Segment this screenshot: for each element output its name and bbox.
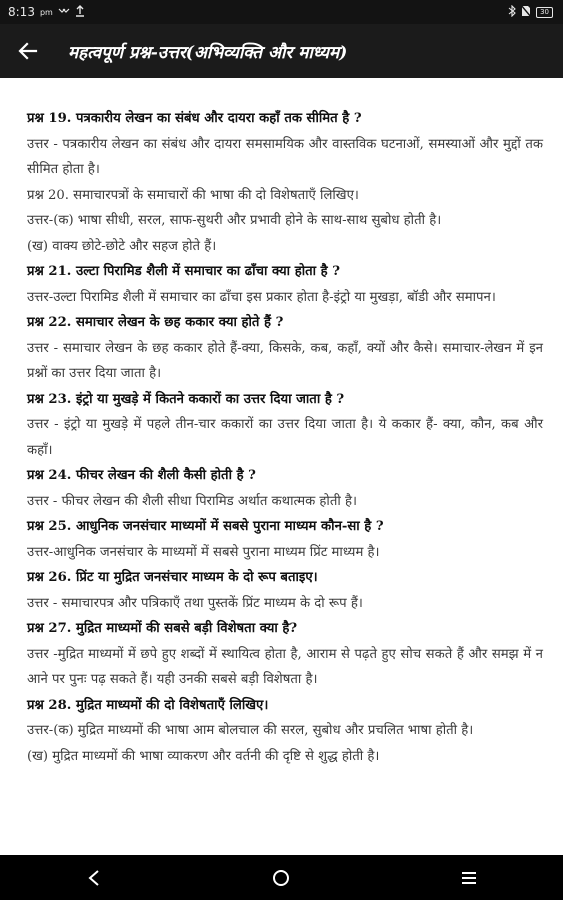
answer-text: उत्तर-(क) मुद्रित माध्यमों की भाषा आम बोलचाल की सरल, सुबोध और प्रचलित भाषा होती है। <box>27 723 474 738</box>
notification-icon <box>58 5 70 19</box>
status-left <box>8 5 85 20</box>
status-bar <box>0 0 563 24</box>
answer-text: उत्तर-(क) भाषा सीधी, सरल, साफ-सुथरी और प्रभावी होने के साथ-साथ सुबोध होती है। <box>27 213 442 228</box>
no-sim-icon <box>521 5 531 20</box>
nav-recents-button[interactable] <box>439 855 499 900</box>
question-text: प्रश्न 19. पत्रकारीय लेखन का संबंध और दायरा कहाँ तक सीमित है ? <box>27 111 362 126</box>
answer-text: (ख) वाक्य छोटे-छोटे और सहज होते हैं। <box>27 238 217 254</box>
answer-text: उत्तर-आधुनिक जनसंचार के माध्यमों में सबसे पुराना माध्यम प्रिंट माध्यम है। <box>27 544 380 560</box>
content-area[interactable] <box>0 78 563 855</box>
answer-text: उत्तर - फीचर लेखन की शैली सीधा पिरामिड अर्थात कथात्मक होती है। <box>27 493 357 509</box>
answer-text: उत्तर - समाचारपत्र और पत्रिकाएँ तथा पुस्तकें प्रिंट माध्यम के दो रूप हैं। <box>27 595 363 611</box>
question-text: प्रश्न 23. इंट्रो या मुखड़े में कितने ककारों का उत्तर दिया जाता है ? <box>27 391 345 407</box>
battery-icon <box>536 7 553 18</box>
status-ampm: pm <box>39 7 53 17</box>
answer-text: उत्तर-उल्टा पिरामिड शैली में समाचार का ढाँचा इस प्रकार होता है-इंट्रो या मुखड़ा, बॉडी और समापन। <box>27 289 496 305</box>
question-text: प्रश्न 21. उल्टा पिरामिड शैली में समाचार का ढाँचा क्या होता है ? <box>27 264 340 279</box>
question-text: प्रश्न 24. फीचर लेखन की शैली कैसी होती है ? <box>27 468 256 483</box>
status-time: 8:13 <box>8 5 35 19</box>
battery-level: 30 <box>540 7 549 16</box>
question-text: प्रश्न 27. मुद्रित माध्यमों की सबसे बड़ी विशेषता क्या है? <box>27 621 298 636</box>
answer-text: प्रश्न 20. समाचारपत्रों के समाचारों की भाषा की दो विशेषताएँ लिखिए। <box>27 187 359 203</box>
answer-text: उत्तर - समाचार लेखन के छह ककार होते हैं-क्या, किसके, कब, कहाँ, क्यों और कैसे। समाचार-लेखन में इन प्रश्नों का उत्तर दिया जाता है। <box>27 340 543 381</box>
question-text: प्रश्न 25. आधुनिक जनसंचार माध्यमों में सबसे पुराना माध्यम कौन-सा है ? <box>27 519 384 534</box>
upload-icon <box>75 5 85 20</box>
answer-text: उत्तर -मुद्रित माध्यमों में छपे हुए शब्दों में स्थायित्व होता है, आराम से पढ़ते हुए सोच सकते हैं और समझ में न आने पर पुनः पढ़ सकते हैं। यही उनकी सबसे बड़ी विशेषता है। <box>27 646 543 687</box>
app-bar <box>0 24 563 78</box>
content-text <box>0 78 563 769</box>
bluetooth-icon <box>508 5 516 20</box>
status-right <box>508 5 553 20</box>
nav-back-button[interactable] <box>64 855 124 900</box>
question-text: प्रश्न 26. प्रिंट या मुद्रित जनसंचार माध्यम के दो रूप बताइए। <box>27 570 318 585</box>
back-arrow-icon[interactable] <box>0 24 56 78</box>
answer-text: उत्तर - पत्रकारीय लेखन का संबंध और दायरा समसामयिक और वास्तविक घटनाओं, समस्याओं और मुद्दों तक सीमित होता है। <box>27 136 543 177</box>
nav-home-button[interactable] <box>251 855 311 900</box>
question-text: प्रश्न 22. समाचार लेखन के छह ककार क्या होते हैं ? <box>27 315 284 330</box>
question-text: प्रश्न 28. मुद्रित माध्यमों की दो विशेषताएँ लिखिए। <box>27 697 269 713</box>
answer-text: उत्तर - इंट्रो या मुखड़े में पहले तीन-चार ककारों का उत्तर दिया जाता है। ये ककार हैं- क्या, कौन, कब और कहाँ। <box>27 417 543 458</box>
page-title: महत्वपूर्ण प्रश्न-उत्तर(अभिव्यक्ति और माध्यम) <box>68 42 348 63</box>
answer-text: (ख) मुद्रित माध्यमों की भाषा व्याकरण और वर्तनी की दृष्टि से शुद्ध होती है। <box>27 748 380 764</box>
navigation-bar <box>0 855 563 900</box>
